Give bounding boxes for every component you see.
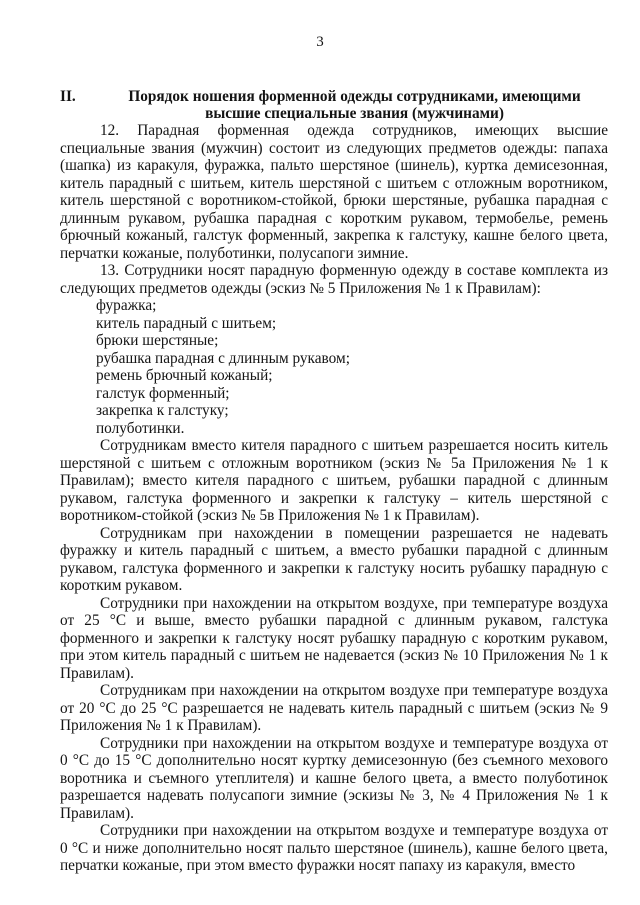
list-item: галстук форменный; (96, 384, 230, 402)
paragraph-12: 12. Парадная форменная одежда сотрудников, имеющих высшие специальные звания (мужчин) состоит из следующих предметов одежды: папаха (шапка) из каракуля, фуражка, пальто шерстяное (шинель), куртка демисезонная, китель парадный с шитьем, китель шерстяной с шитьем с отложным воротником, китель шерстяной с воротником-стойкой, брюки шерстяные, рубашка парадная с длинным рукавом, рубашка парадная с коротким рукавом, термобелье, ремень брючный кожаный, галстук форменный, закрепка к галстуку, кашне белого цвета, перчатки кожаные, полуботинки, полусапоги зимние. (60, 122, 608, 262)
list-item: брюки шерстяные; (96, 332, 219, 349)
section-number: II. (60, 88, 76, 105)
paragraph: Сотрудникам вместо кителя парадного с шитьем разрешается носить китель шерстяной с шитьем с отложным воротником (эскиз № 5а Приложения № 1 к Правилам); вместо кителя парадного с шитьем, рубашки парадной с длинным рукавом, галстука форменного и закрепки к галстуку – китель шерстяной с воротником-стойкой (эскиз № 5в Приложения № 1 к Правилам). (60, 437, 608, 524)
paragraph: Сотрудники при нахождении на открытом воздухе и температуре воздуха от 0 °С до 15 °С дополнительно носят куртку демисезонную (без съемного мехового воротника и съемного утеплителя) и кашне белого цвета, а вместо полуботинок разрешается надевать полусапоги зимние (эскизы № 3, № 4 Приложения № 1 к Правилам). (60, 734, 608, 822)
paragraph: Сотрудники при нахождении на открытом воздухе и температуре воздуха от 0 °С и ниже дополнительно носят пальто шерстяное (шинель), кашне белого цвета, перчатки кожаные, при этом вместо фуражки носят папаху из каракуля, вместо (60, 822, 608, 874)
list-item: ремень брючный кожаный; (96, 367, 273, 384)
document-body (60, 122, 608, 875)
page-number: 3 (316, 34, 324, 50)
section-heading (60, 89, 608, 122)
list-item: фуражка; (96, 297, 157, 314)
list-item: полуботинки. (96, 419, 185, 437)
paragraph: Сотрудникам при нахождении на открытом воздухе при температуре воздуха от 20 °С до 25 °С разрешается не надевать китель парадный с шитьем (эскиз № 9 Приложения № 1 к Правилам). (60, 682, 608, 734)
paragraph-13: 13. Сотрудники носят парадную форменную одежду в составе комплекта из следующих предметов одежды (эскиз № 5 Приложения № 1 к Правилам): (60, 262, 608, 297)
uniform-item-list (60, 297, 608, 437)
paragraph: Сотрудники при нахождении на открытом воздухе, при температуре воздуха от 25 °С и выше, вместо рубашки парадной с длинным рукавом, галстука форменного и закрепки к галстуку носят рубашку парадную с коротким рукавом, при этом китель парадный с шитьем не надевается (эскиз № 10 Приложения № 1 к Правилам). (60, 594, 608, 682)
paragraph: Сотрудникам при нахождении в помещении разрешается не надевать фуражку и китель парадный с шитьем, а вместо рубашки парадной с длинным рукавом, галстука форменного и закрепки к галстуку носить рубашку парадную с коротким рукавом. (60, 524, 608, 594)
list-item: китель парадный с шитьем; (96, 314, 277, 332)
list-item: рубашка парадная с длинным рукавом; (96, 349, 350, 367)
section-title: Порядок ношения форменной одежды сотрудниками, имеющими высшие специальные звания (мужчинами) (128, 88, 581, 122)
list-item: закрепка к галстуку; (96, 402, 229, 419)
